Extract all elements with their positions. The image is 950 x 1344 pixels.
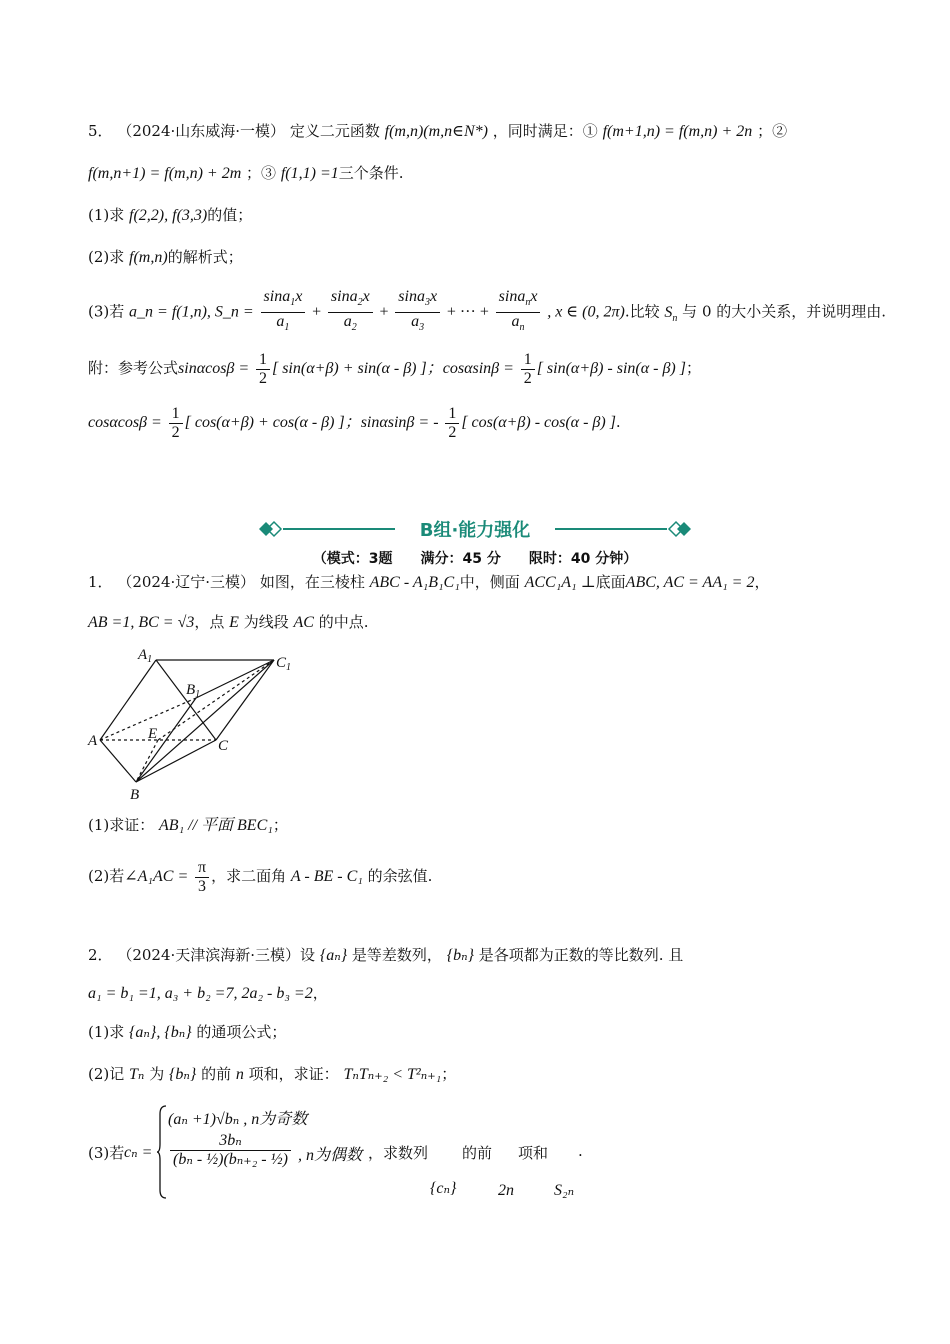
q1-p2-angle: ∠A₁AC = [124, 868, 189, 885]
q2-cn: cₙ = [124, 1144, 153, 1161]
q1-text: 中，侧面 [459, 573, 520, 591]
q1-text: ，点 [194, 613, 225, 631]
q5-formula-4: ；sinαsinβ = - [344, 414, 439, 431]
q2-bn-2: {bₙ} [169, 1066, 197, 1083]
label-c1: $C_1$ [276, 655, 292, 673]
q1-text: 的中点. [318, 613, 369, 631]
q5-p3-def: a_n = f(1,n), S_n = [129, 303, 254, 321]
q1-face: ACC₁A₁ ⊥ [524, 574, 596, 591]
q2-text: ，求数列 [368, 1144, 429, 1162]
q2-part2 [88, 1063, 890, 1086]
edge-c1b1 [196, 660, 274, 698]
q1-point-e: E [229, 614, 239, 631]
q5-p1-expr: f(2,2), f(3,3) [129, 207, 208, 224]
q2-seq-cn: {cₙ} [430, 1180, 457, 1197]
q1-l2-cond: AB =1, BC = √3 [88, 614, 195, 631]
q2-s2n: S₂ₙ [554, 1182, 575, 1199]
q1-text: 底面 [595, 573, 626, 591]
q2-text: 的通项公式； [196, 1023, 287, 1041]
q5-line-1 [88, 120, 890, 143]
q5-formula-3-rhs: [ cos(α+β) + cos(α - β) ] [184, 414, 345, 431]
left-brace [156, 1104, 168, 1200]
q1-source: （2024·辽宁·三模） [117, 573, 256, 591]
q2-text: 设 [300, 946, 316, 964]
q2-case-2-cond: , n为偶数 [298, 1147, 363, 1164]
q2-conditions: a₁ = b₁ =1, a₃ + b₂ =7, 2a₂ - b₃ =2 [88, 985, 313, 1002]
q5-text: . [615, 413, 621, 431]
q2-source: （2024·天津滨海新·三模） [117, 946, 301, 964]
q1-p2-label: (2)若 [88, 867, 125, 885]
q2-p1-expr: {aₙ}, {bₙ} [129, 1024, 192, 1041]
q2-part3 [88, 1102, 898, 1202]
q5-formula-1-rhs: [ sin(α+β) + sin(α - β) ] [271, 360, 427, 377]
edge-ab [100, 740, 136, 782]
q5-formula-2-rhs: [ sin(α+β) - sin(α - β) ] [536, 360, 686, 377]
q5-p3-tail: .比较 [624, 302, 660, 321]
q5-formula-4-rhs: [ cos(α+β) - cos(α - β) ] [461, 414, 616, 431]
q5-p3-tail: 与 0 的大小关系，并说明理由. [682, 302, 887, 321]
label-c: C [218, 738, 229, 754]
q5-p1-tail: 的值； [207, 206, 253, 224]
q5-frac-2: $\frac{\sin a_2x}{a_2}$ [328, 288, 373, 337]
edge-c1c [216, 660, 274, 740]
q2-part1 [88, 1021, 890, 1044]
q5-p2-expr: f(m,n) [129, 249, 168, 266]
q5-half: $\frac{1}{2}$ [521, 351, 535, 388]
q5-frac-3: $\frac{\sin a_3x}{a_3}$ [395, 288, 440, 337]
q1-number: 1． [88, 573, 113, 591]
q5-part3: (3)若 a_n = f(1,n), S_n = $\frac{\sin a_1x}{a_1}$ + $\frac{\sin a_2x}{a_2}$ + $\frac{\sin a_3x}{a_3}$ + ··· + $\frac{\sin a_nx}{a_n}$ , x ∈ (0, 2π).比较 $S_n$ 与 0 的大小关系，并说明理由. [88, 288, 890, 341]
q5-frac-n: $\frac{\sin a_nx}{a_n}$ [496, 288, 541, 337]
q2-text: 项和 [518, 1144, 549, 1162]
q2-bn: {bₙ} [446, 947, 474, 964]
q5-p2-tail: 的解析式； [167, 248, 243, 266]
prism-figure [86, 644, 306, 804]
q5-source: （2024·山东威海·一模） [117, 122, 286, 140]
q5-text: 三个条件. [338, 164, 404, 182]
edge-c1b [136, 660, 274, 782]
q2-text: ， [312, 984, 328, 1002]
q2-p2-label: (2)记 [88, 1065, 125, 1083]
q1-text: 的余弦值. [367, 867, 433, 885]
q2-text: 是各项都为正数的等比数列. 且 [478, 946, 684, 964]
q5-number: 5． [88, 122, 113, 140]
label-a: A [88, 733, 98, 749]
q5-p3-label: (3)若 [88, 302, 125, 321]
q1-part2 [88, 856, 890, 897]
q5-p2-label: (2)求 [88, 248, 125, 266]
q5-text: 定义二元函数 [289, 122, 380, 140]
q1-text: ， [754, 573, 770, 591]
banner-title: B组·能力强化 [419, 520, 531, 541]
q2-text: 的前 [201, 1065, 232, 1083]
q2-text: 的前 [462, 1144, 493, 1162]
q5-text: ； [685, 359, 701, 377]
q5-text: ；③ [246, 164, 277, 182]
q1-p1-expr: AB₁ // 平面 BEC₁ [159, 817, 273, 834]
q2-line-1 [88, 944, 890, 967]
label-b1: $B_1$ [186, 682, 201, 700]
q2-p1-label: (1)求 [88, 1023, 125, 1041]
q5-formula-1: sinαcosβ = [178, 360, 250, 377]
q5-p3-range: , x ∈ (0, 2π) [547, 303, 625, 321]
q1-part1 [88, 814, 890, 837]
q5-Sn: $S_n$ [664, 303, 678, 324]
q2-text: 项和，求证： [248, 1065, 339, 1083]
label-a1: $A_1$ [138, 647, 153, 665]
banner-mode: （模式：3题 满分：45 分 限时：40 分钟） [312, 551, 638, 567]
q5-p1-label: (1)求 [88, 206, 125, 224]
q1-prism: ABC - A₁B₁C₁ [369, 574, 460, 591]
q5-cond3: f(1,1) =1 [280, 165, 339, 182]
q2-number: 2． [88, 946, 113, 964]
q5-frac-1: $\frac{\sin a_1x}{a_1}$ [261, 288, 306, 337]
q5-half: $\frac{1}{2}$ [169, 405, 183, 442]
q1-line-2 [88, 611, 890, 634]
q2-case-1: (aₙ +1)√bₙ , n为奇数 [168, 1111, 308, 1128]
q2-text: 是等差数列， [351, 946, 442, 964]
q5-formula-line-1 [88, 346, 890, 391]
q5-formula-line-2 [88, 400, 890, 445]
edge-ec1 [158, 660, 274, 740]
q2-an: {aₙ} [319, 947, 348, 964]
q1-text: ； [272, 816, 288, 834]
q1-p2-expr: A - BE - C₁ [290, 868, 363, 885]
q1-cond: ABC, AC = AA₁ = 2 [625, 574, 755, 591]
q1-text: ，求二面角 [211, 867, 287, 885]
q1-pi-over-3: $\frac{\pi}{3}$ [195, 859, 209, 896]
q2-text: ； [441, 1065, 457, 1083]
q1-text: 如图，在三棱柱 [259, 573, 365, 591]
q1-text: 为线段 [243, 613, 289, 631]
q1-p1-label: (1)求证： [88, 816, 155, 834]
q5-half: $\frac{1}{2}$ [256, 351, 270, 388]
edge-a1c [156, 660, 216, 740]
q2-2n: 2n [498, 1182, 514, 1199]
q5-func: f(m,n)(m,n∈N*) [384, 123, 489, 140]
label-e: E [148, 726, 158, 742]
q5-part2 [88, 246, 890, 269]
q5-text: ，同时满足：① [492, 122, 598, 140]
q5-formula-label: 附：参考公式 [88, 359, 179, 377]
q2-case-2-frac: $\frac{\text{3bₙ}}{\text{(bₙ - ½)(bₙ₊₂ - ½)}}$ [170, 1132, 291, 1169]
q5-cond2: f(m,n+1) = f(m,n) + 2m [88, 165, 242, 182]
q5-cond1: f(m+1,n) = f(m,n) + 2n [602, 123, 753, 140]
label-b: B [130, 787, 140, 803]
q2-text: . [578, 1142, 583, 1160]
q2-tn: Tₙ [129, 1066, 145, 1083]
q5-half: $\frac{1}{2}$ [445, 405, 459, 442]
q5-line-2 [88, 162, 890, 185]
section-banner [255, 514, 695, 544]
q2-ineq: TₙTₙ₊₂ < T²ₙ₊₁ [343, 1066, 442, 1083]
q5-part1 [88, 204, 890, 227]
q1-line-1 [88, 571, 890, 594]
q5-text: ；② [757, 122, 788, 140]
q2-p3-label: (3)若 [88, 1144, 125, 1162]
q1-seg-ac: AC [293, 614, 314, 631]
q2-line-2 [88, 982, 890, 1005]
q5-formula-2: ；cosαsinβ = [426, 360, 514, 377]
q2-text: 为 [149, 1065, 165, 1083]
q2-n: n [235, 1066, 244, 1083]
q5-formula-3: cosαcosβ = [88, 414, 162, 431]
